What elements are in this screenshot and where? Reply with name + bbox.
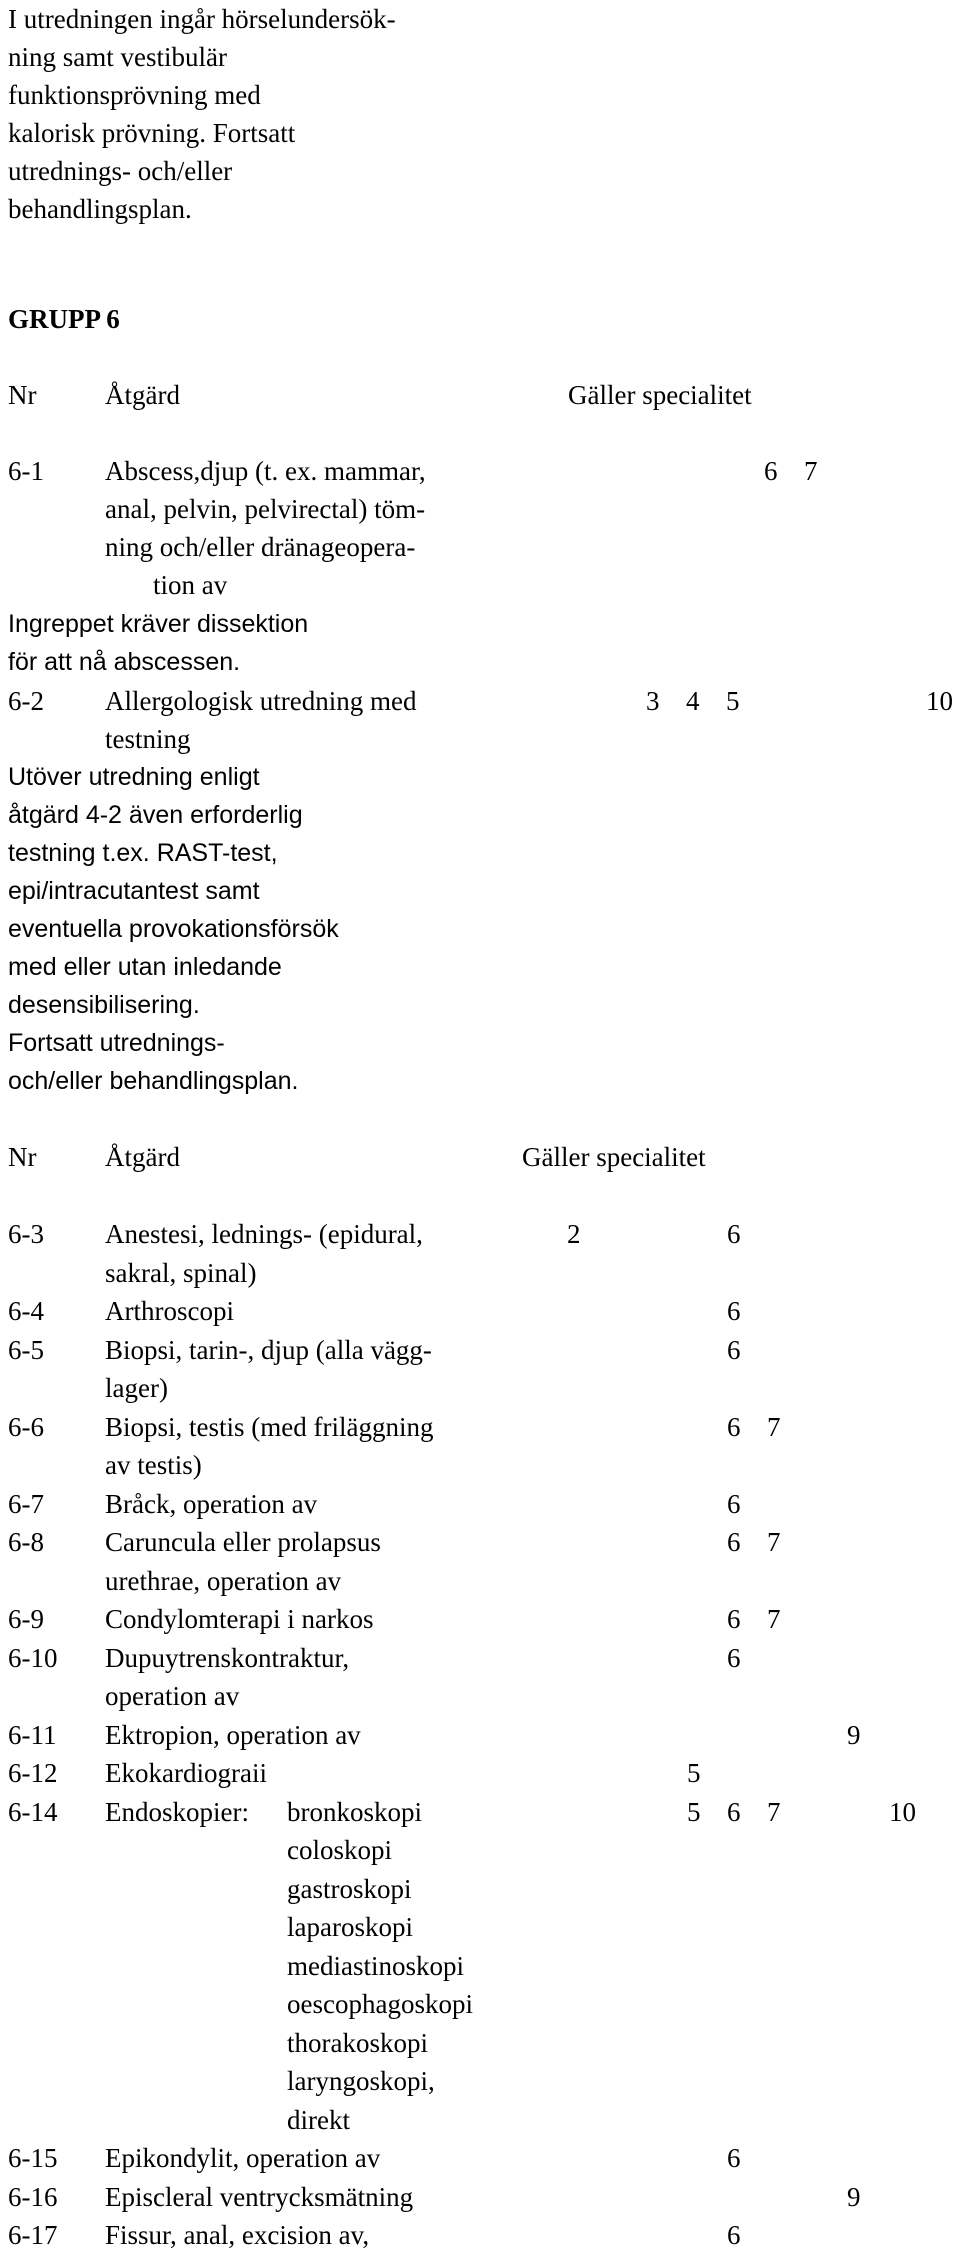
entry-note: Ingreppet kräver dissektion xyxy=(8,610,309,638)
entry-note: Utöver utredning enligt xyxy=(8,763,260,791)
entry-text: urethrae, operation av xyxy=(105,1566,342,1596)
entry-number: 6-10 xyxy=(8,1643,58,1673)
specialty-code: 9 xyxy=(847,1720,861,1750)
endoscopy-subitem: thorakoskopi xyxy=(287,2028,428,2058)
entry-number: 6-3 xyxy=(8,1219,44,1249)
entry-text: Ekokardiograii xyxy=(105,1758,267,1788)
column-header-nr: Nr xyxy=(8,1142,37,1172)
intro-line: I utredningen ingår hörselundersök- xyxy=(8,4,396,34)
column-header-nr: Nr xyxy=(8,380,37,410)
specialty-code: 5 xyxy=(687,1758,701,1788)
specialty-code: 5 xyxy=(687,1797,701,1827)
entry-number: 6-4 xyxy=(8,1296,44,1326)
entry-number: 6-5 xyxy=(8,1335,44,1365)
specialty-code: 5 xyxy=(726,686,740,716)
specialty-code: 6 xyxy=(727,1219,741,1249)
column-header-action: Åtgärd xyxy=(105,1142,180,1172)
specialty-code: 6 xyxy=(727,1797,741,1827)
entry-note: epi/intracutantest samt xyxy=(8,877,260,905)
entry-number: 6-1 xyxy=(8,456,44,486)
column-header-specialty: Gäller specialitet xyxy=(522,1142,706,1172)
specialty-code: 6 xyxy=(727,1643,741,1673)
endoscopy-subitem: coloskopi xyxy=(287,1835,392,1865)
specialty-code: 6 xyxy=(764,456,778,486)
entry-number: 6-6 xyxy=(8,1412,44,1442)
specialty-code: 7 xyxy=(804,456,818,486)
endoscopy-subitem: gastroskopi xyxy=(287,1874,412,1904)
specialty-code: 6 xyxy=(727,1527,741,1557)
entry-number: 6-7 xyxy=(8,1489,44,1519)
entry-note: för att nå abscessen. xyxy=(8,648,241,676)
specialty-code: 4 xyxy=(686,686,700,716)
entry-text: Ektropion, operation av xyxy=(105,1720,361,1750)
specialty-code: 6 xyxy=(727,1296,741,1326)
specialty-code: 6 xyxy=(727,1335,741,1365)
specialty-code: 6 xyxy=(727,1604,741,1634)
specialty-code: 10 xyxy=(926,686,953,716)
entry-number: 6-12 xyxy=(8,1758,58,1788)
entry-number: 6-11 xyxy=(8,1720,57,1750)
entry-text: sakral, spinal) xyxy=(105,1258,257,1288)
entry-note: Fortsatt utrednings- xyxy=(8,1029,225,1057)
intro-line: behandlingsplan. xyxy=(8,194,192,224)
entry-number: 6-15 xyxy=(8,2143,58,2173)
specialty-code: 7 xyxy=(767,1527,781,1557)
intro-line: funktionsprövning med xyxy=(8,80,261,110)
entry-text: lager) xyxy=(105,1373,168,1403)
intro-line: ning samt vestibulär xyxy=(8,42,227,72)
endoscopy-subitem: laryngoskopi, xyxy=(287,2066,435,2096)
entry-text: tion av xyxy=(153,570,228,600)
entry-text: Fissur, anal, excision av, xyxy=(105,2220,370,2250)
entry-text: Arthroscopi xyxy=(105,1296,234,1326)
entry-note: eventuella provokationsförsök xyxy=(8,915,339,943)
entry-text: Biopsi, testis (med friläggning xyxy=(105,1412,434,1442)
specialty-code: 7 xyxy=(767,1412,781,1442)
entry-text: Episcleral ventrycksmätning xyxy=(105,2182,414,2212)
entry-text: anal, pelvin, pelvirectal) töm- xyxy=(105,494,426,524)
group-title: GRUPP 6 xyxy=(8,304,120,334)
entry-text: Abscess,djup (t. ex. mammar, xyxy=(105,456,426,486)
specialty-code: 6 xyxy=(727,2220,741,2250)
endoscopy-subitem: bronkoskopi xyxy=(287,1797,422,1827)
specialty-code: 9 xyxy=(847,2182,861,2212)
specialty-code: 10 xyxy=(889,1797,916,1827)
intro-line: utrednings- och/eller xyxy=(8,156,233,186)
entry-text: Anestesi, lednings- (epidural, xyxy=(105,1219,423,1249)
entry-note: åtgärd 4-2 även erforderlig xyxy=(8,801,303,829)
column-header-action: Åtgärd xyxy=(105,380,180,410)
specialty-code: 2 xyxy=(567,1219,581,1249)
entry-number: 6-16 xyxy=(8,2182,58,2212)
endoscopy-subitem: direkt xyxy=(287,2105,350,2135)
endoscopy-subitem: oescophagoskopi xyxy=(287,1989,473,2019)
entry-text: Condylomterapi i narkos xyxy=(105,1604,374,1634)
entry-number: 6-9 xyxy=(8,1604,44,1634)
entry-number: 6-14 xyxy=(8,1797,58,1827)
specialty-code: 3 xyxy=(646,686,660,716)
entry-text: av testis) xyxy=(105,1450,202,1480)
specialty-code: 7 xyxy=(767,1604,781,1634)
specialty-code: 6 xyxy=(727,1489,741,1519)
entry-text: Epikondylit, operation av xyxy=(105,2143,381,2173)
entry-text: Caruncula eller prolapsus xyxy=(105,1527,381,1557)
endoscopy-subitem: mediastinoskopi xyxy=(287,1951,464,1981)
entry-text: operation av xyxy=(105,1681,240,1711)
entry-text: Endoskopier: xyxy=(105,1797,249,1827)
intro-line: kalorisk prövning. Fortsatt xyxy=(8,118,296,148)
entry-text: Dupuytrenskontraktur, xyxy=(105,1643,350,1673)
entry-text: ning och/eller dränageopera- xyxy=(105,532,416,562)
column-header-specialty: Gäller specialitet xyxy=(568,380,752,410)
entry-note: och/eller behandlingsplan. xyxy=(8,1067,299,1095)
entry-text: Bråck, operation av xyxy=(105,1489,318,1519)
entry-text: Biopsi, tarin-, djup (alla vägg- xyxy=(105,1335,432,1365)
entry-number: 6-17 xyxy=(8,2220,58,2250)
entry-note: desensibilisering. xyxy=(8,991,200,1019)
entry-text: testning xyxy=(105,724,191,754)
endoscopy-subitem: laparoskopi xyxy=(287,1912,413,1942)
entry-text: Allergologisk utredning med xyxy=(105,686,417,716)
entry-number: 6-2 xyxy=(8,686,44,716)
entry-number: 6-8 xyxy=(8,1527,44,1557)
entry-note: testning t.ex. RAST-test, xyxy=(8,839,278,867)
specialty-code: 6 xyxy=(727,2143,741,2173)
entry-note: med eller utan inledande xyxy=(8,953,282,981)
specialty-code: 7 xyxy=(767,1797,781,1827)
specialty-code: 6 xyxy=(727,1412,741,1442)
